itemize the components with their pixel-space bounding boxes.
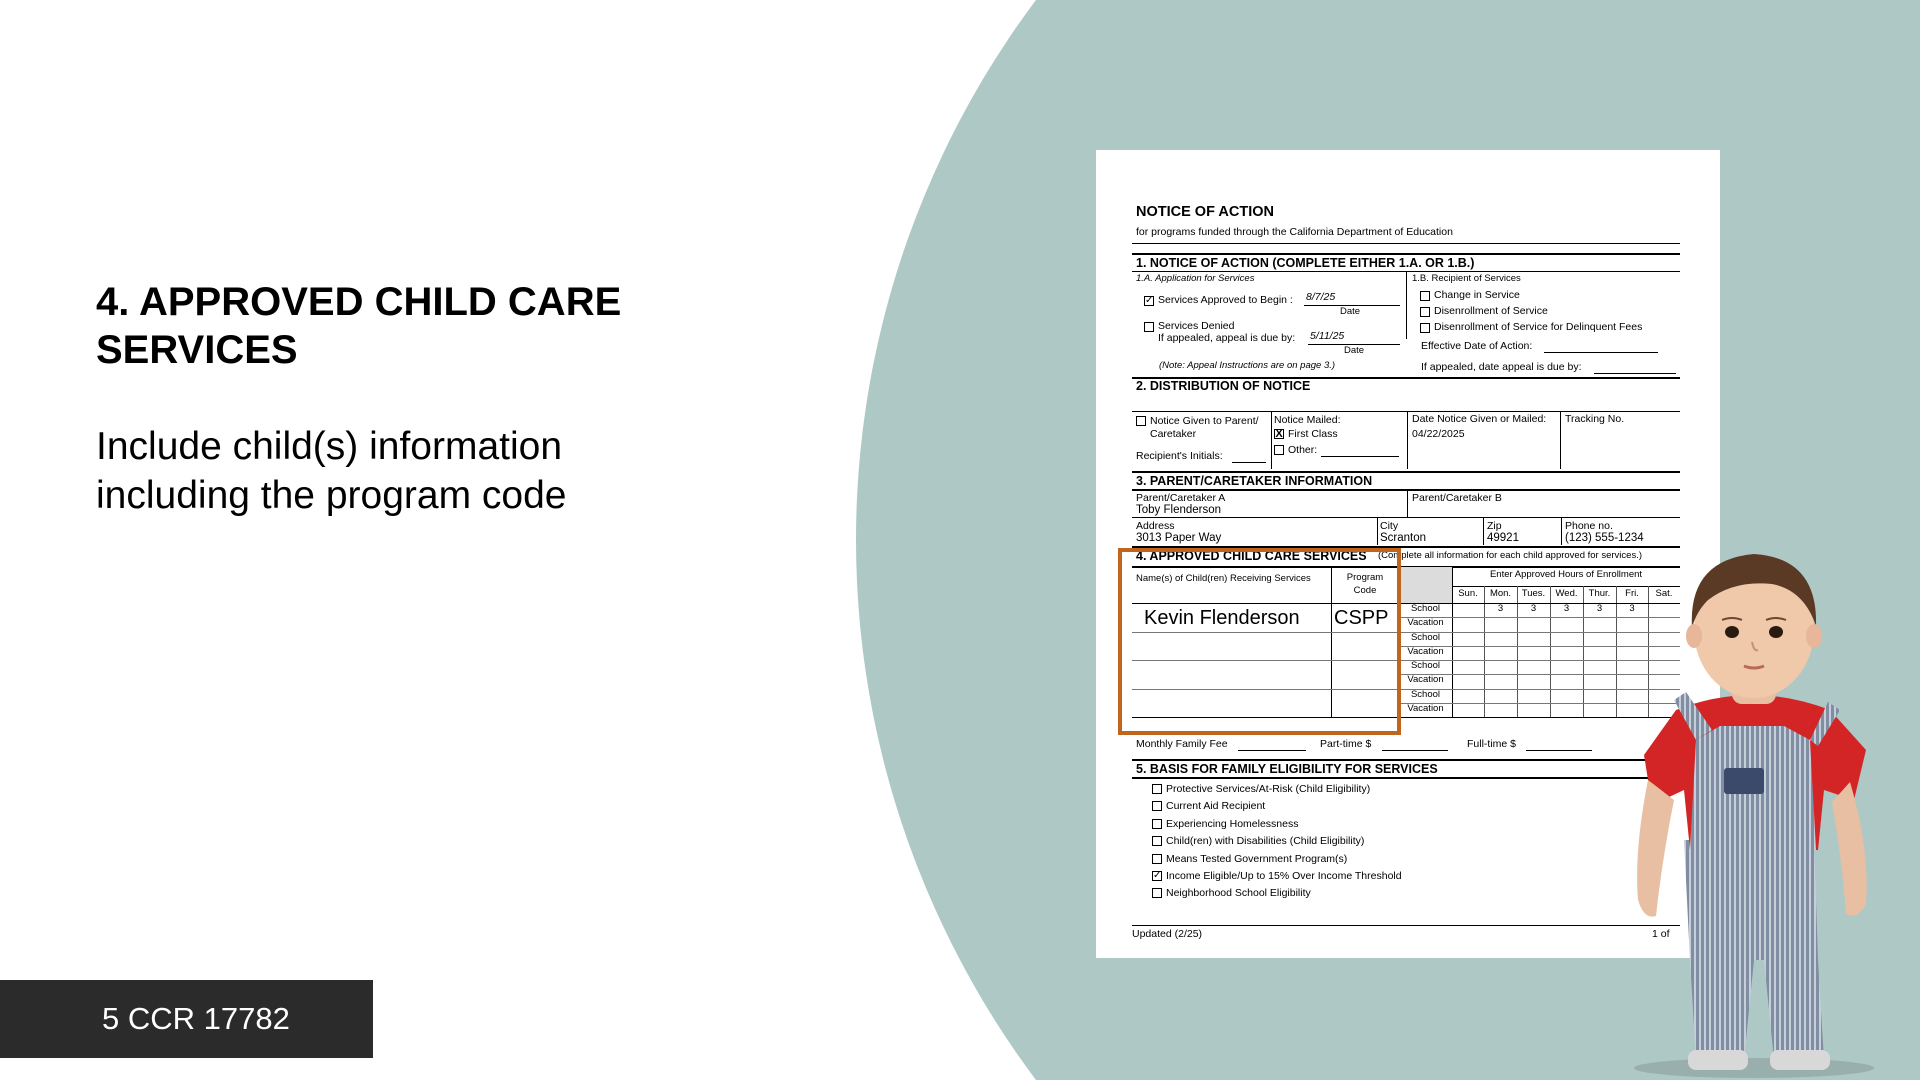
hours-cell: 3 <box>1497 603 1504 614</box>
other-label: Other: <box>1288 444 1318 456</box>
date-caption: Date <box>1340 306 1361 317</box>
eligibility-label: Neighborhood School Eligibility <box>1166 887 1311 900</box>
eligibility-label: Means Tested Government Program(s) <box>1166 852 1348 865</box>
address-value: 3013 Paper Way <box>1136 532 1222 544</box>
date-caption: Date <box>1344 345 1365 356</box>
section-1-heading: 1. NOTICE OF ACTION (COMPLETE EITHER 1.A. OR 1.B.) <box>1136 256 1475 270</box>
day-header: Tues. <box>1521 588 1546 599</box>
city-label: City <box>1380 520 1399 532</box>
day-header: Fri. <box>1625 588 1639 599</box>
mailed-label: Notice Mailed: <box>1274 414 1341 426</box>
hours-cell: 3 <box>1563 603 1570 614</box>
grey-cell <box>1399 567 1452 603</box>
given-label: Notice Given to Parent/ <box>1150 415 1259 427</box>
approved-label: Services Approved to Begin : <box>1158 294 1293 306</box>
column-divider <box>1271 411 1272 469</box>
eligibility-checkbox[interactable] <box>1152 819 1162 829</box>
column-divider <box>1407 489 1408 517</box>
date-given-value: 04/22/2025 <box>1412 428 1465 440</box>
zip-label: Zip <box>1487 520 1502 532</box>
blank-line <box>1594 373 1676 374</box>
footer-rule <box>1132 925 1680 926</box>
given-label-2: Caretaker <box>1150 428 1197 440</box>
initials-label: Recipient's Initials: <box>1136 450 1223 462</box>
first-class-label: First Class <box>1288 428 1338 440</box>
zip-value: 49921 <box>1487 532 1519 544</box>
approved-date: 8/7/25 <box>1306 291 1336 303</box>
phone-label: Phone no. <box>1565 520 1613 532</box>
eligibility-label: Child(ren) with Disabilities (Child Eligibility) <box>1166 835 1365 848</box>
row-type-label: School <box>1410 631 1441 643</box>
row-type-label: School <box>1410 660 1441 671</box>
delinquent-label: Disenrollment of Service for Delinquent Fees <box>1434 321 1643 333</box>
day-header: Sun. <box>1458 588 1478 599</box>
eligibility-checkbox[interactable]: ✓ <box>1153 870 1162 881</box>
column-divider <box>1331 567 1332 717</box>
form-subtitle: for programs funded through the California Department of Education <box>1136 226 1453 238</box>
disenroll-label: Disenrollment of Service <box>1434 305 1548 317</box>
day-header: Thur. <box>1588 588 1611 599</box>
column-divider <box>1560 411 1561 469</box>
appeal-date: 5/11/25 <box>1310 330 1345 342</box>
column-divider <box>1406 271 1407 339</box>
date-given-label: Date Notice Given or Mailed: <box>1412 413 1547 425</box>
section-1a-label: 1.A. Application for Services <box>1136 273 1255 284</box>
eligibility-label: Income Eligible/Up to 15% Over Income Threshold <box>1166 870 1402 882</box>
eligibility-checkbox[interactable] <box>1152 784 1162 794</box>
first-class-checkbox[interactable]: X <box>1275 428 1283 440</box>
disenroll-checkbox[interactable] <box>1420 307 1430 317</box>
row-rule <box>1132 517 1680 518</box>
toddler-photo <box>1604 520 1920 1080</box>
child-name-value: Kevin Flenderson <box>1144 607 1300 629</box>
eligibility-label: Protective Services/At-Risk (Child Eligibility) <box>1166 783 1371 795</box>
row-type-label: Vacation <box>1407 645 1444 657</box>
column-divider <box>1377 517 1378 545</box>
slide-title: 4. APPROVED CHILD CARE SERVICES <box>96 280 622 372</box>
row-rule <box>1132 717 1680 718</box>
blank-line <box>1321 456 1399 457</box>
section-4-note: (Complete all information for each child approved for services.) <box>1378 550 1643 561</box>
hours-cell: 3 <box>1629 603 1635 614</box>
part-time-label: Part-time $ <box>1320 738 1372 750</box>
caretaker-a-name: Toby Flenderson <box>1136 504 1222 516</box>
blank-line <box>1526 750 1592 751</box>
caretaker-b-label: Parent/Caretaker B <box>1412 492 1502 504</box>
blank-line <box>1238 750 1306 751</box>
section-1b-label: 1.B. Recipient of Services <box>1412 273 1521 284</box>
eligibility-label: Experiencing Homelessness <box>1166 817 1299 830</box>
column-divider <box>1561 517 1562 545</box>
approved-checkbox[interactable]: ✓ <box>1145 295 1154 306</box>
hours-header: Enter Approved Hours of Enrollment <box>1489 569 1643 580</box>
row-type-label: School <box>1410 603 1441 614</box>
caretaker-a-label: Parent/Caretaker A <box>1136 492 1226 504</box>
monthly-fee-label: Monthly Family Fee <box>1136 738 1228 750</box>
eligibility-label: Current Aid Recipient <box>1166 800 1266 813</box>
eligibility-checkbox[interactable] <box>1152 888 1162 898</box>
section-3-heading: 3. PARENT/CARETAKER INFORMATION <box>1136 474 1373 488</box>
row-type-label: Vacation <box>1407 702 1444 714</box>
address-label: Address <box>1136 520 1175 532</box>
tracking-label: Tracking No. <box>1565 413 1625 425</box>
divider <box>1132 243 1680 244</box>
citation-label: 5 CCR 17782 <box>0 980 373 1058</box>
appeal-label: If appealed, appeal is due by: <box>1158 332 1296 344</box>
hours-cell: 3 <box>1530 603 1537 614</box>
delinquent-checkbox[interactable] <box>1420 323 1430 333</box>
effective-date-label: Effective Date of Action: <box>1421 340 1533 352</box>
section-rule <box>1132 411 1680 412</box>
page-number: 1 of <box>1652 928 1670 940</box>
section-4-heading: 4. APPROVED CHILD CARE SERVICES <box>1136 549 1367 563</box>
denied-label: Services Denied <box>1158 320 1235 332</box>
column-divider <box>1407 411 1408 469</box>
row-type-label: Vacation <box>1407 617 1444 629</box>
section-rule <box>1132 471 1680 473</box>
day-header: Wed. <box>1555 588 1578 599</box>
denied-checkbox[interactable] <box>1144 322 1154 332</box>
program-code-header: Program <box>1346 572 1384 583</box>
full-time-label: Full-time $ <box>1467 738 1517 750</box>
hours-cell: 3 <box>1596 603 1603 614</box>
section-rule <box>1132 759 1680 761</box>
section-5-heading: 5. BASIS FOR FAMILY ELIGIBILITY FOR SERVICES <box>1136 762 1438 776</box>
slide-body-text: Include child(s) information including the program code <box>96 425 567 517</box>
row-type-label: School <box>1410 688 1441 700</box>
section-2-heading: 2. DISTRIBUTION OF NOTICE <box>1136 379 1311 393</box>
appeal-note: (Note: Appeal Instructions are on page 3.) <box>1159 360 1336 371</box>
change-checkbox[interactable] <box>1420 291 1430 301</box>
blank-line <box>1232 462 1266 463</box>
city-value: Scranton <box>1380 532 1427 544</box>
section-rule <box>1132 777 1680 779</box>
form-footer: Updated (2/25) <box>1132 928 1203 940</box>
other-checkbox[interactable] <box>1274 445 1284 455</box>
eligibility-checkbox[interactable] <box>1152 801 1162 811</box>
phone-value: (123) 555-1234 <box>1565 532 1644 544</box>
blank-line <box>1382 750 1448 751</box>
day-header: Sat. <box>1655 588 1673 599</box>
eligibility-checkbox[interactable] <box>1152 836 1162 846</box>
section-rule <box>1132 489 1680 491</box>
day-header: Mon. <box>1489 588 1512 599</box>
child-name-header: Name(s) of Child(ren) Receiving Services <box>1136 573 1311 584</box>
program-code-header-2: Code <box>1353 585 1377 596</box>
section-rule <box>1132 546 1680 548</box>
program-code-value: CSPP <box>1334 607 1389 629</box>
change-label: Change in Service <box>1434 289 1520 301</box>
given-checkbox[interactable] <box>1136 416 1146 426</box>
row-type-label: Vacation <box>1407 674 1444 686</box>
eligibility-checkbox[interactable] <box>1152 854 1162 864</box>
blank-line <box>1544 352 1658 353</box>
form-title: NOTICE OF ACTION <box>1136 204 1275 220</box>
column-divider <box>1483 517 1484 545</box>
section-rule <box>1132 253 1680 255</box>
b-appeal-label: If appealed, date appeal is due by: <box>1421 361 1582 373</box>
